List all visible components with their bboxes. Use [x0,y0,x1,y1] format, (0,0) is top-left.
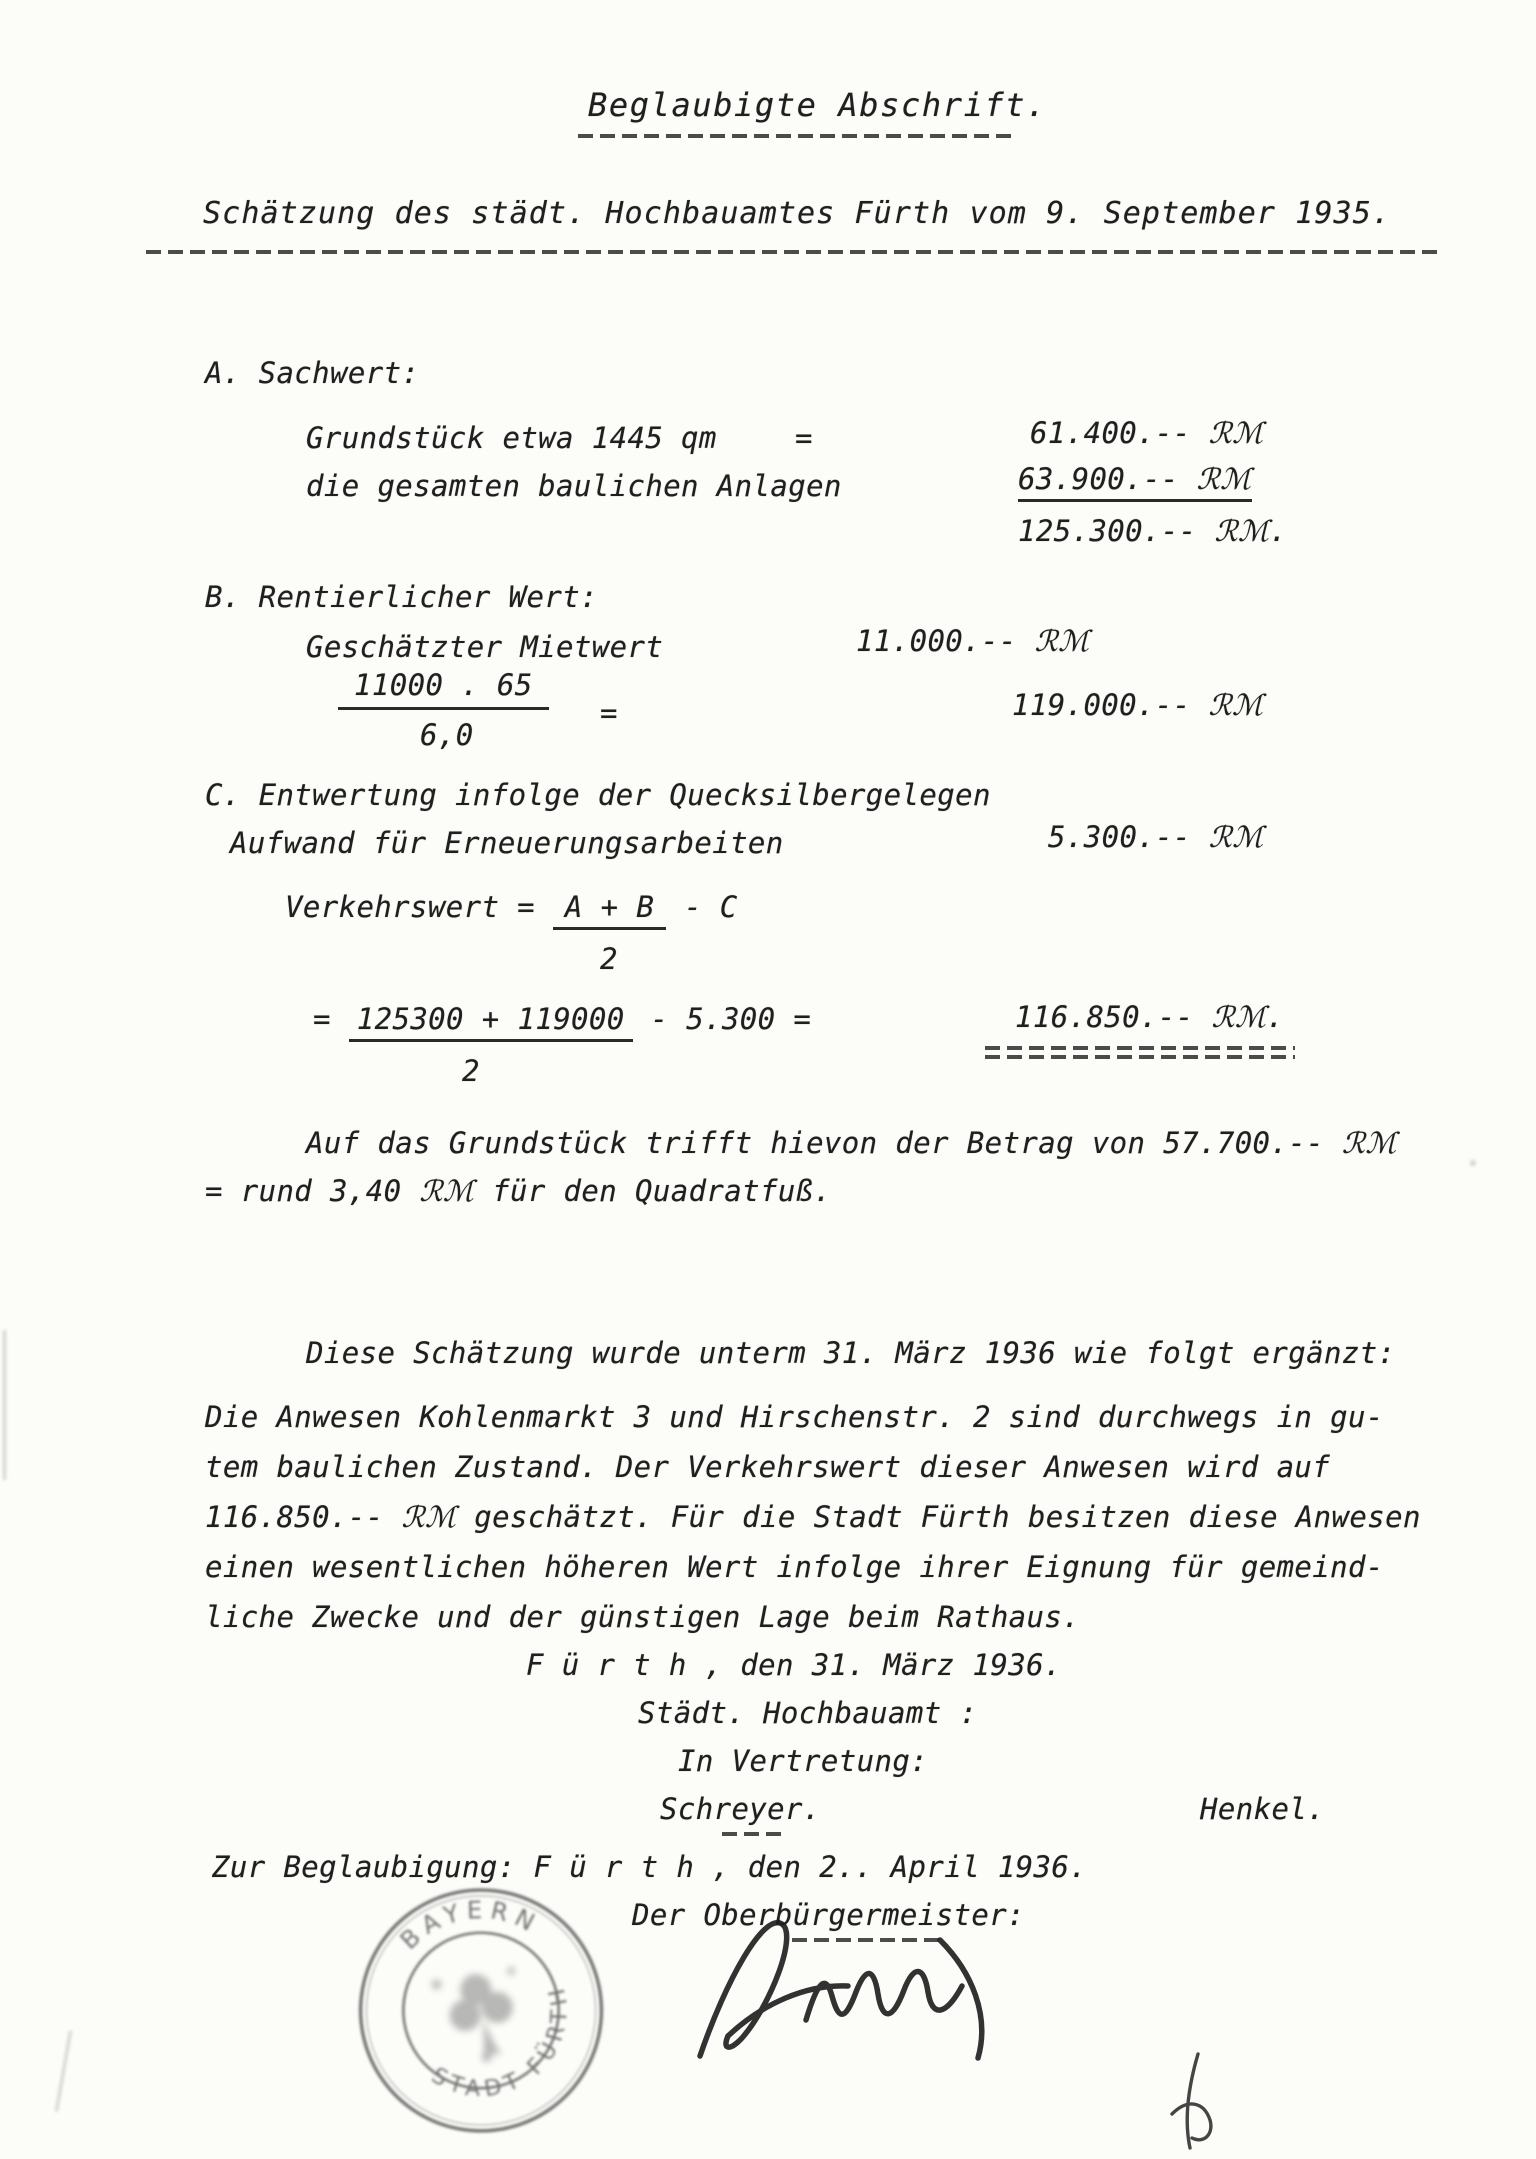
stamp-bottom-text: STADT FÜRTH [427,1980,573,2103]
calc-line [313,1002,811,1037]
addendum-place-date: F ü r t h , den 31. März 1936. [526,1648,1062,1682]
addendum-line-3: 116.850.-- ℛℳ geschätzt. Für die Stadt Fürth besitzen diese Anwesen [205,1500,1421,1534]
addendum-line-2: tem baulichen Zustand. Der Verkehrswert dieser Anwesen wird auf [205,1450,1331,1484]
mayor-signature [678,1888,1008,2078]
section-a-row2-label: die gesamten baulichen Anlagen [306,469,842,503]
signer-left-underline [722,1832,786,1836]
addendum-line-1: Die Anwesen Kohlenmarkt 3 und Hirschenstr. 2 sind durchwegs in gu- [205,1400,1384,1434]
addendum-line-4: einen wesentlichen höheren Wert infolge ihrer Eignung für gemeind- [205,1550,1384,1584]
fraction-b-numerator: 11000 . 65 [338,668,549,710]
stamp-cloverleaf-emblem [431,1961,535,2071]
formula-denominator: 2 [600,942,618,976]
section-b-row1-label: Geschätzter Mietwert [306,630,664,664]
calc-numerator: 125300 + 119000 [349,1002,633,1042]
doc-subtitle: Schätzung des städt. Hochbauamtes Fürth vom 9. September 1935. [203,196,1392,231]
formula-line [285,890,738,925]
calc-prefix: = [313,1002,349,1036]
scan-artifact [55,2030,72,2111]
certification-line: Zur Beglaubigung: F ü r t h , den 2.. April 1936. [212,1850,1088,1884]
formula-numerator: A + B [553,890,666,930]
addendum-deputy: In Vertretung: [678,1744,929,1778]
handwritten-initial [1158,2048,1250,2156]
result-rule-bottom [985,1055,1295,1059]
section-c-row1-value: 5.300.-- ℛℳ [1048,820,1264,854]
section-a-row1-value: 61.400.-- ℛℳ [1030,416,1264,450]
section-a-row1-label: Grundstück etwa 1445 qm [306,421,717,455]
fraction-b-value: 119.000.-- ℛℳ [1012,688,1264,722]
section-a-row2-value: 63.900.-- ℛℳ [1018,462,1252,502]
calc-result: 116.850.-- ℛℳ. [1015,1000,1285,1034]
section-c-row1-label: Aufwand für Erneuerungsarbeiten [230,826,784,860]
signer-left: Schreyer. [660,1792,821,1826]
signer-right: Henkel. [1200,1792,1326,1826]
section-b-row1-value: 11.000.-- ℛℳ [856,624,1090,658]
calc-suffix: - 5.300 = [632,1002,812,1036]
result-rule-top [985,1046,1295,1050]
subtitle-underline [146,250,1442,254]
summary-line1: Auf das Grundstück trifft hievon der Betrag von 57.700.-- ℛℳ [306,1126,1397,1160]
section-a-row1-eq: = [795,421,813,455]
addendum-line-5: liche Zwecke und der günstigen Lage beim Rathaus. [205,1600,1081,1634]
section-b-heading: B. Rentierlicher Wert: [205,580,598,614]
city-seal-stamp [325,1858,637,2159]
formula-lead: Verkehrswert = [285,890,553,924]
summary-line2: = rund 3,40 ℛℳ für den Quadratfuß. [205,1174,832,1208]
title-underline [578,134,1014,138]
calc-denominator: 2 [462,1054,480,1088]
fraction-b-denominator: 6,0 [420,718,474,752]
fraction-b-eq: = [600,696,618,730]
formula-minus: - C [666,890,738,924]
section-a-total: 125.300.-- ℛℳ. [1018,514,1288,548]
section-c-heading: C. Entwertung infolge der Quecksilbergelegen [205,778,991,812]
scan-artifact [3,1330,6,1480]
section-a-heading: A. Sachwert: [205,356,420,390]
scan-artifact [1470,1160,1476,1166]
mayor-title: Der Oberbürgermeister: [632,1898,1025,1932]
stamp-top-text: BAYERN [394,1894,546,1955]
doc-title: Beglaubigte Abschrift. [588,86,1048,124]
addendum-office: Städt. Hochbauamt : [638,1696,978,1730]
addendum-intro: Diese Schätzung wurde unterm 31. März 1936 wie folgt ergänzt: [306,1336,1396,1370]
